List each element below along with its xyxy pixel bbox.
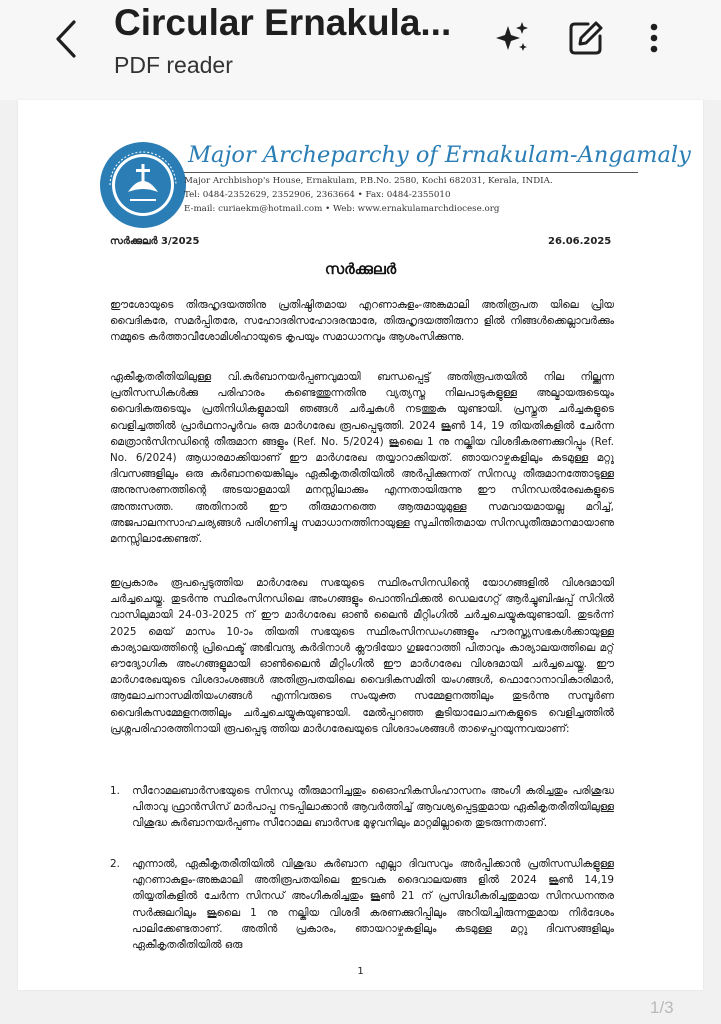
letterhead-email-web: E-mail: curiaekm@hotmail.com • Web: www.ernakulamarchdiocese.org (184, 204, 500, 214)
list-text: സീറോമലബാർസഭയുടെ സിനഡു തീരുമാനിച്ചതും ഓൈഹികസിംഹാസനം അംഗീ കരിച്ചതും പരിശുദ്ധ പിതാവു ഫ്രാൻസിസ് മാർപാപ്പ നടപ്പിലാക്കാൻ ആവർത്തിച്ച് ആവശ്യപ്പെട്ടതുമായ ഏകീകൃതരീതിയിലുള്ള വിശുദ്ധ കുർബാനയർപ്പണം സീറോമല ബാർസഭ മുഴുവനിലും മാറ്റമില്ലാതെ തുടരുന്നതാണ്. (132, 785, 614, 830)
ai-assist-button[interactable] (492, 18, 532, 58)
document-title: Circular Ernakula... (114, 2, 452, 43)
more-options-button[interactable] (634, 18, 674, 58)
list-text: എന്നാൽ, ഏകീകൃതരീതിയിൽ വിശുദ്ധ കുർബാന എല്ലാ ദിവസവും അർപ്പിക്കാൻ പ്രതിസന്ധികളുള്ള എറണാകുളം-അങ്കമാലി അതിരൂപതയിലെ ഇടവക ദൈവാലയങ്ങ ളിൽ 2024 ജൂൺ 14,19 തിയ്യതികളിൽ ചേർന്ന സിനഡ് അംഗീകരിച്ചതും ജൂൺ 21 ന് പ്രസിദ്ധീകരിച്ചതുമായ സിനഡനന്തര സർക്കുലറിലും ജൂലൈ 1 നു നല്കിയ വിശദീ കരണക്കുറിപ്പിലും അറിയിച്ചിരുന്നതുമായ നിർദേശം പാലിക്കേണ്ടതാണ്. അതിൻ പ്രകാരം, ഞായറാഴ്ചകളിലും കടമുള്ള മറ്റു ദിവസങ്ങളിലും ഏകീകൃതരീതിയിൽ ഒരു (132, 858, 614, 952)
app-bar (0, 0, 721, 100)
app-subtitle: PDF reader (114, 52, 233, 78)
paragraph-greeting: ഈശോയുടെ തിരുഹൃദയത്തിനു പ്രതിഷ്ഠിതമായ എറണാകുളം-അങ്കമാലി അതിരൂപത യിലെ പ്രിയ വൈദികരേ, സമർപ്പിതരേ, സഹോദരിസഹോദരന്മാരേ, തിരുഹൃദയത്തിരുനാ ളിൽ നിങ്ങൾക്കെല്ലാവർക്കും നമ്മുടെ കർത്താവീശോമിശിഹായുടെ കൃപയും സമാധാനവും ആശംസിക്കുന്നു. (110, 299, 614, 344)
paragraph-discussions: ഇപ്രകാരം രൂപപ്പെടുത്തിയ മാർഗരേഖ സഭയുടെ സ്ഥിരംസിനഡിന്റെ യോഗങ്ങളിൽ വിശദമായി ചർച്ചചെയ്തു. തുടർന്നു സ്ഥിരംസിനഡിലെ അംഗങ്ങളും പൊന്തിഫിക്കൽ ഡെലഗേറ്റ് ആർച്ചുബിഷപ്പ് സിറിൽ വാസിലുമായി 24-03-2025 ന് ഈ മാർഗരേഖ ഓൺ ലൈൻ മീറ്റിംഗിൽ ചർച്ചചെയ്യുകയുണ്ടായി. തുടർന്ന് 2025 മെയ് മാസം 10-ാം തിയതി സഭയുടെ സ്ഥിരംസിനഡംഗങ്ങളും പൗരസ്ത്യസഭകൾക്കായുള്ള കാര്യാലയത്തിന്റെ പ്രിഫെക്ട് അഭിവന്ദ്യ കർദിനാൾ ക്ലൗദിയോ ഗുജറോത്തി പിതാവും കാര്യാലയത്തിലെ മറ്റ് ഔദ്യോഗിക അംഗങ്ങളുമായി ഓൺലൈൻ മീറ്റിംഗിൽ ഈ മാർഗരേഖ വിശദമായി ചർച്ചചെയ്തു. ഈ മാർഗരേഖയുടെ വിശദാംശങ്ങൾ അതിരൂപതയിലെ വൈദികസമിതി യംഗങ്ങൾ, ഫൊറോനാവികാരിമാർ, ആലോചനാസമിതിയംഗങ്ങൾ എന്നിവരുടെ സംയുക്ത സമ്മേളനത്തിലും തുടർന്നു സമ്പൂർണ വൈദികസമ്മേളനത്തിലും ചർച്ചചെയ്യുകയുണ്ടായി. മേൽപ്പറഞ്ഞ കൂടിയാലോചനകളുടെ വെളിച്ചത്തിൽ പ്രശ്നപരിഹാരത്തിനായി രൂപപ്പെടു ത്തിയ മാർഗരേഖയുടെ വിശദാംശങ്ങൾ താഴെപ്പറയുന്നവയാണ്: (110, 577, 614, 735)
letterhead-divider (184, 172, 638, 173)
circular-ref-no: സർക്കുലർ 3/2025 (110, 236, 200, 247)
letterhead-title: Major Archeparchy of Ernakulam-Angamaly (188, 142, 691, 168)
sparkle-icon (492, 18, 532, 58)
letterhead-address: Major Archbishop's House, Ernakulam, P.B.No. 2580, Kochi 682031, Kerala, INDIA. (184, 176, 553, 186)
list-item (110, 783, 614, 849)
page-indicator: 1/3 (650, 998, 674, 1017)
circular-heading: സർക്കുലർ (324, 260, 397, 278)
paragraph-background: ഏകീകൃതരീതിയിലുള്ള വി.കുർബാനയർപ്പണവുമായി ബന്ധപ്പെട്ട് അതിരൂപതയിൽ നില നില്ക്കുന്ന പ്രതിസന്ധികൾക്കു പരിഹാരം കണ്ടെത്തുന്നതിനു വ്യത്യസ്ത നിലപാടുകളുള്ള അല്മായരുടെയും വൈദികരുടെയും പ്രതിനിധികളുമായി ഞങ്ങൾ ചർച്ചകൾ നടത്തുക യുണ്ടായി. പ്രസ്തുത ചർച്ചകളുടെ വെളിച്ചത്തിൽ പ്രാർഥനാപൂർവം ഒരു മാർഗരേഖ രൂപപ്പെടുത്തി. 2024 ജൂൺ 14, 19 തിയതികളിൽ ചേർന്ന മെത്രാൻസിനഡിന്റെ തീരുമാന ങ്ങളും (Ref. No. 5/2024) ജൂലൈ 1 നു നല്കിയ വിശദീകരണക്കുറിപ്പും (Ref. No. 6/2024) ആധാരമാക്കിയാണ് ഈ മാർഗരേഖ തയ്യാറാക്കിയത്. ഞായറാഴ്ചകളിലും കടമുള്ള മറ്റു ദിവസങ്ങളിലും ഒരു കുർബാനയെങ്കിലും ഏകീകൃതരീതിയിൽ അർപ്പിക്കുന്നത് സിനഡു തീരുമാനത്തോടുള്ള അനുസരണത്തിന്റെ അടയാളമായി മനസ്സിലാക്കും എന്നതായിരുന്നു ഈ സിനഡൽരേഖകളുടെ അന്തഃസത്ത. അതിനാൽ ഈ തീരുമാനത്തെ ആരുമായുമുള്ള സമവായമായല്ല മറിച്ച്, അജപാലനസാഹചര്യങ്ങൾ പരിഗണിച്ചു സമാധാനത്തിനായുള്ള സുചിന്തിതമായ സിനഡുതീരുമാനമായാണു മനസ്സിലാക്കേണ്ടത്. (110, 371, 614, 546)
letterhead-tel: Tel: 0484-2352629, 2352906, 2363664 • Fax: 0484-2355010 (184, 190, 451, 200)
archeparchy-seal-icon (98, 140, 188, 230)
list-item (110, 856, 614, 958)
page-number: 1 (357, 966, 364, 977)
more-vert-icon (634, 18, 674, 58)
circular-date: 26.06.2025 (548, 236, 612, 247)
back-arrow-icon (44, 14, 94, 64)
edit-button[interactable] (566, 18, 606, 58)
edit-icon (566, 18, 606, 58)
list-number: 1. (110, 785, 120, 797)
list-number: 2. (110, 858, 120, 870)
pdf-page[interactable] (18, 100, 703, 990)
back-button[interactable] (44, 14, 94, 64)
